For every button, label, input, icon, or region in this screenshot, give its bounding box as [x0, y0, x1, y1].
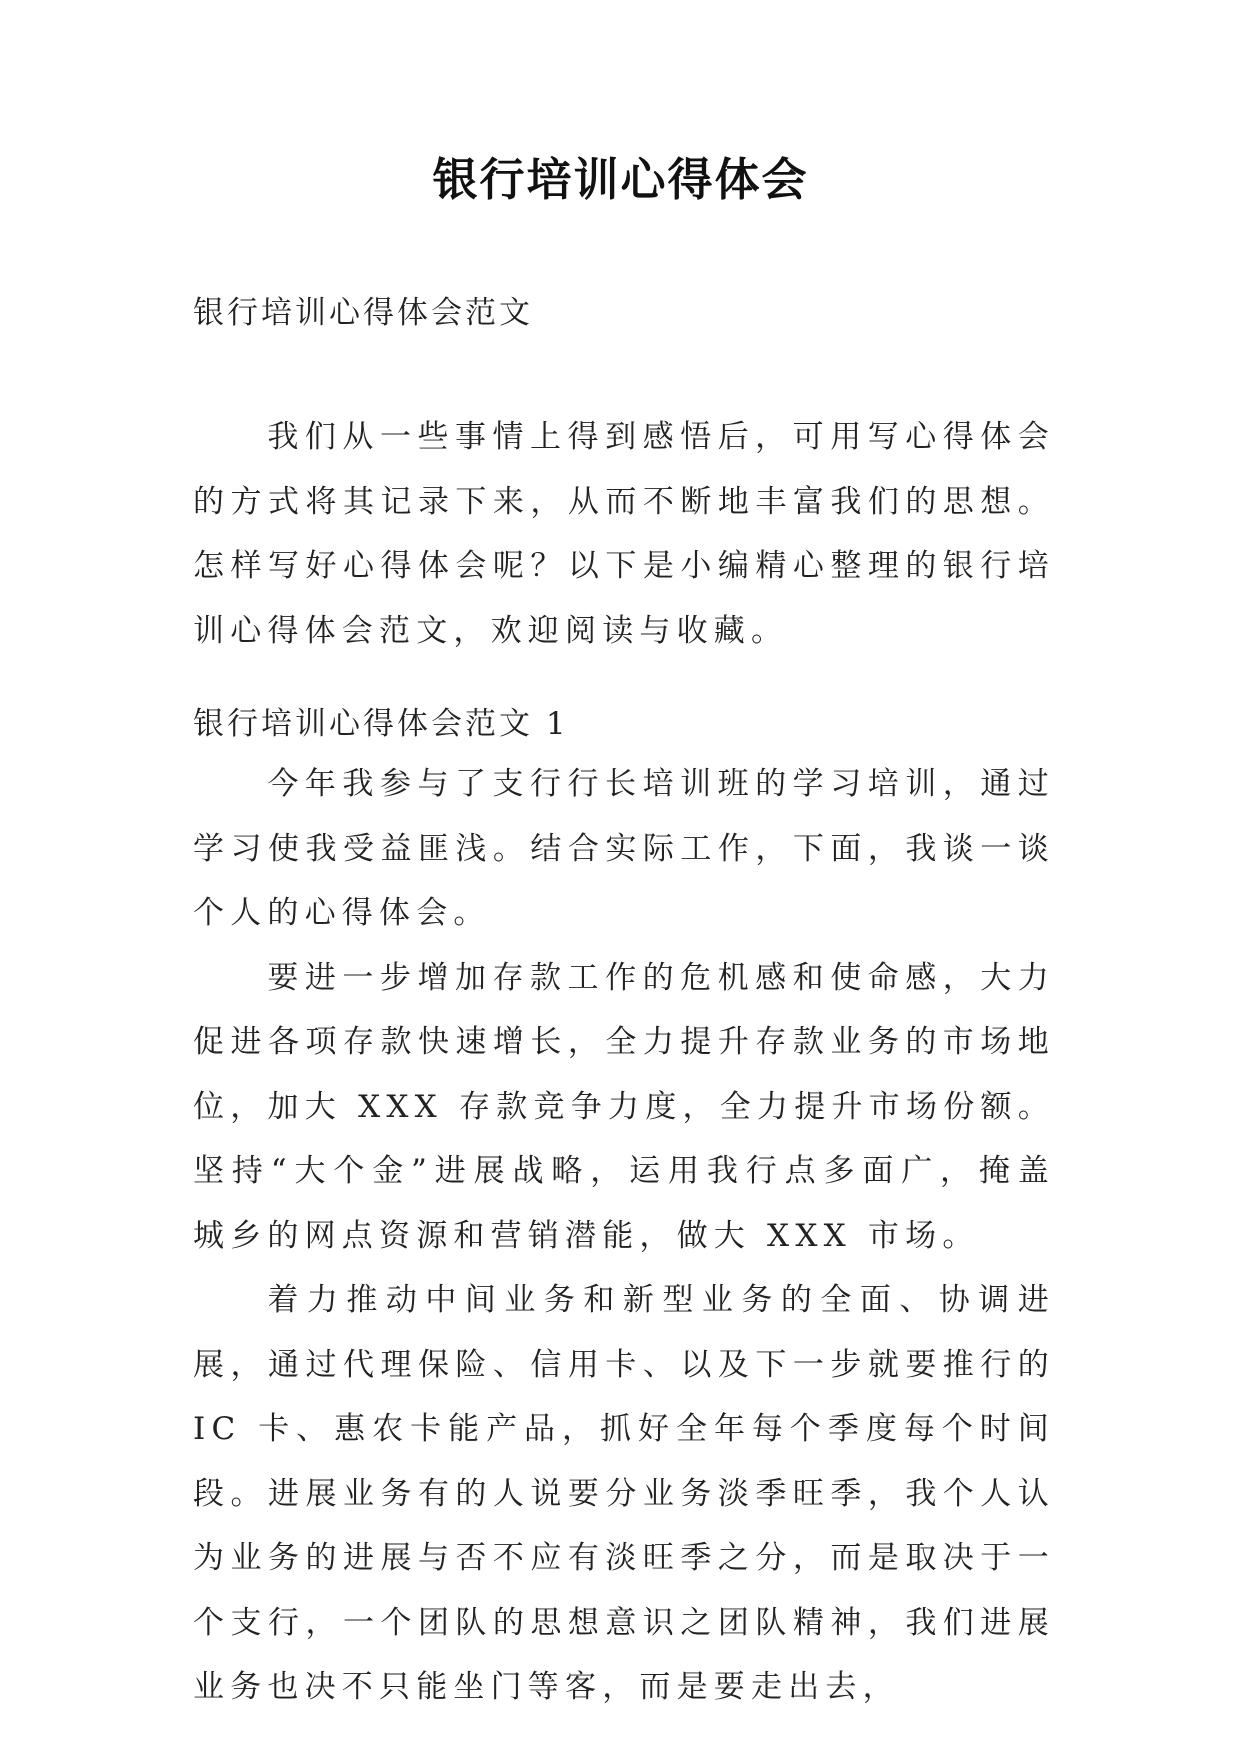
- section-heading: 银行培训心得体会范文 1: [193, 706, 569, 742]
- body-paragraph-3: 着力推动中间业务和新型业务的全面、协调进展，通过代理保险、信用卡、以及下一步就要推行的 IC 卡、惠农卡能产品，抓好全年每个季度每个时间段。进展业务有的人说要分业务淡季旺季，我个人认为业务的进展与否不应有淡旺季之分，而是取决于一个支行，一个团队的思想意识之团队精神，我们进展业务也决不只能坐门等客，而是要走出去，: [193, 1282, 1055, 1705]
- intro-section: [193, 405, 1055, 663]
- section-body: [193, 752, 1055, 1720]
- body-paragraph-1: 今年我参与了支行行长培训班的学习培训，通过学习使我受益匪浅。结合实际工作，下面，我谈一谈个人的心得体会。: [193, 766, 1055, 931]
- document-title: 银行培训心得体会: [432, 153, 809, 206]
- intro-paragraph: 我们从一些事情上得到感悟后，可用写心得体会的方式将其记录下来，从而不断地丰富我们的思想。怎样写好心得体会呢？以下是小编精心整理的银行培训心得体会范文，欢迎阅读与收藏。: [193, 419, 1055, 649]
- body-paragraph-2: 要进一步增加存款工作的危机感和使命感，大力促进各项存款快速增长，全力提升存款业务的市场地位，加大 XXX 存款竞争力度，全力提升市场份额。坚持“大个金”进展战略，运用我行点多面广，掩盖城乡的网点资源和营销潜能，做大 XXX 市场。: [193, 959, 1055, 1254]
- document-subtitle: 银行培训心得体会范文: [193, 295, 533, 331]
